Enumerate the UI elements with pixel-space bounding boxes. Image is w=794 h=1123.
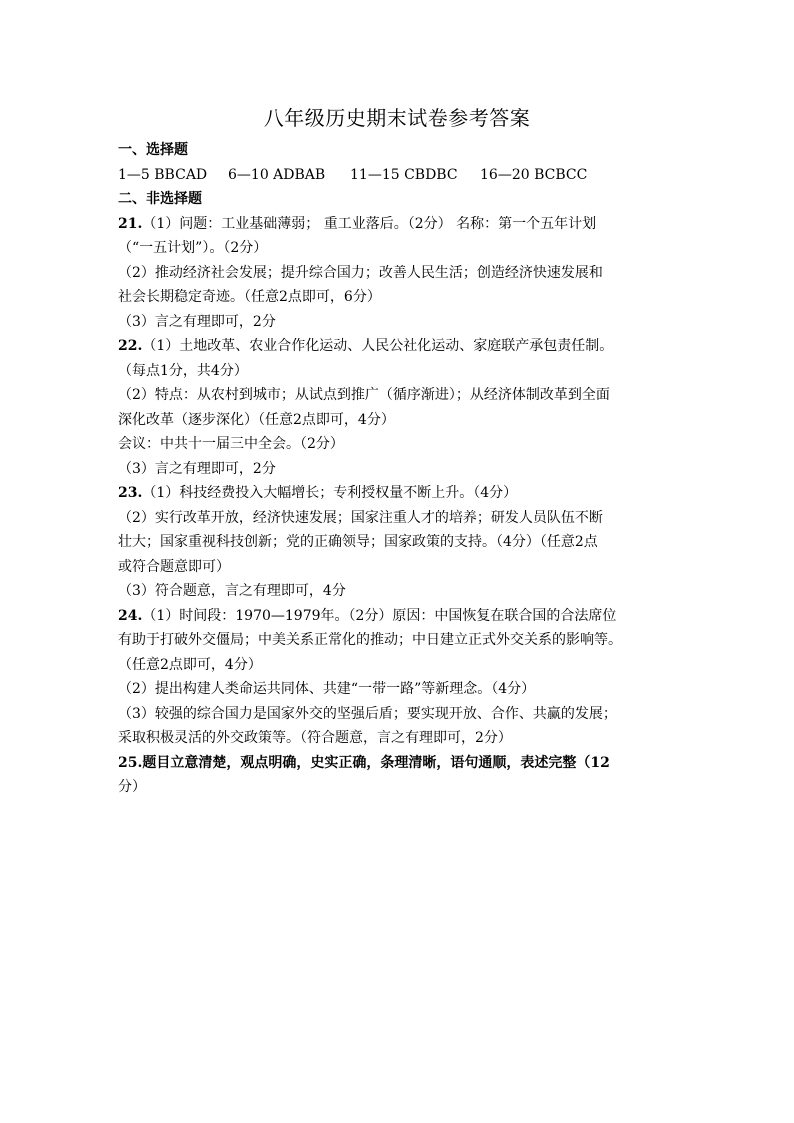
q22-number: 22. [118,338,143,354]
q23-text-1: （1）科技经费投入大幅增长；专利授权量不断上升。（4分） [142,485,518,501]
q24-number: 24. [118,607,143,624]
q24-line-4: （2）提出构建人类命运共同体、共建“一带一路”等新理念。（4分） [118,681,536,697]
q24-text-1: （1）时间段：1970—1979年。（2分）原因：中国恢复在联合国的合法席位 [142,607,617,624]
q22-line-2: （每点1分，共4分） [118,362,248,379]
answer-content [118,138,684,800]
section-heading-nonchoice: 二、非选择题 [118,191,202,207]
q21-line-1 [118,212,684,237]
section-heading-choice: 一、选择题 [118,142,188,158]
q22-line-1 [118,334,684,359]
q24-line-1 [118,604,684,629]
answer-group-3: 11—15 CBDBC [350,166,458,183]
q23-line-1 [118,481,684,506]
answer-group-4: 16—20 BCBCC [480,166,588,183]
q25-number: 25. [118,754,143,771]
answer-group-2: 6—10 ADBAB [228,166,326,183]
q22-line-6: （3）言之有理即可，2分 [118,460,276,477]
q24-line-6: 采取积极灵活的外交政策等。（符合题意，言之有理即可，2分） [118,730,512,746]
q25-line-2: 分） [118,779,146,795]
q23-line-3: 壮大；国家重视科技创新；党的正确领导；国家政策的支持。（4分）（任意2点 [118,534,598,550]
q23-number: 23. [118,485,143,501]
q21-number: 21. [118,215,143,232]
q21-text-1: （1）问题：工业基础薄弱； 重工业落后。（2分） 名称：第一个五年计划 [142,215,597,232]
q22-text-1: （1）土地改革、农业合作化运动、人民公社化运动、家庭联产承包责任制。 [142,338,614,354]
q21-line-5: （3）言之有理即可，2分 [118,313,276,330]
q24-line-5: （3）较强的综合国力是国家外交的坚强后盾；要实现开放、合作、共赢的发展； [118,705,617,722]
q24-line-2: 有助于打破外交僵局；中美关系正常化的推动；中日建立正式外交关系的影响等。 [118,632,622,648]
answer-group-1: 1—5 BBCAD [118,166,208,183]
choice-answers [118,163,684,188]
page-title: 八年级历史期末试卷参考答案 [263,106,531,130]
q22-line-3: （2）特点：从农村到城市；从试点到推广（循序渐进）；从经济体制改革到全面 [118,387,610,403]
q23-line-2: （2）实行改革开放，经济快速发展；国家注重人才的培养；研发人员队伍不断 [118,509,603,526]
q22-line-5: 会议：中共十一届三中全会。（2分） [118,436,344,452]
q21-line-2: （“一五计划”）。（2分） [118,240,268,256]
q23-line-5: （3）符合题意，言之有理即可，4分 [118,583,346,599]
q24-line-3: （任意2点即可，4分） [118,656,262,673]
q25-text-1: 题目立意清楚，观点明确，史实正确，条理清晰，语句通顺，表述完整（12 [142,754,610,771]
q22-line-4: 深化改革（逐步深化）（任意2点即可，4分） [118,411,395,428]
q21-line-4: 社会长期稳定奇迹。（任意2点即可，6分） [118,289,381,305]
q23-line-4: 或符合题意即可） [118,558,230,575]
q21-line-3: （2）推动经济社会发展；提升综合国力；改善人民生活；创造经济快速发展和 [118,264,603,281]
q25-line-1 [118,751,684,776]
